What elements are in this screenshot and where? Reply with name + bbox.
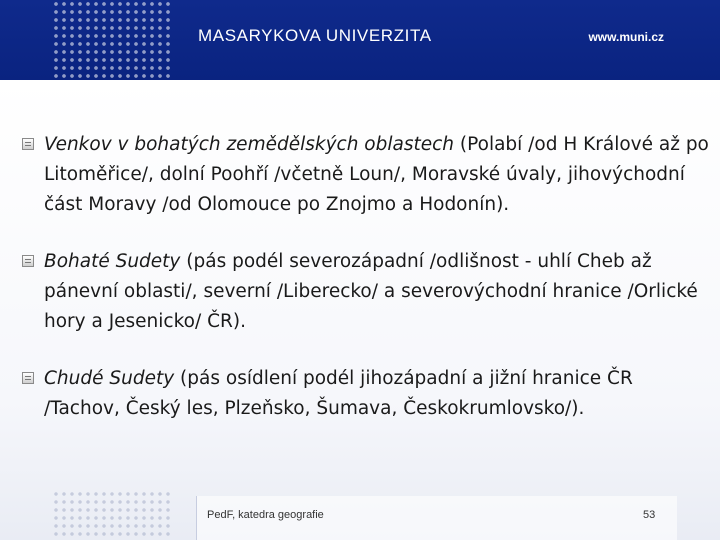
university-url: www.muni.cz	[588, 30, 664, 44]
dot-pattern	[52, 0, 172, 80]
bullet-item	[22, 364, 712, 424]
bullet-text: (pás podél severozápadní /odlišnost - uhlí Cheb až pánevní oblasti/, severní /Liberecko/ a severovýchodní hranice /Orlické hory a Jesenicko/ ČR).	[44, 251, 698, 332]
bullet-item	[22, 130, 712, 220]
bullet-text: (Polabí /od H Králové až po Litoměřice/, dolní Poohří /včetně Loun/, Moravské úvaly, jihovýchodní část Moravy /od Olomouce po Znojmo a Hodonín).	[44, 134, 709, 215]
dot-pattern-bottom	[52, 490, 172, 540]
header-bar	[0, 0, 720, 80]
bullet-icon	[22, 138, 34, 150]
slide-content	[22, 130, 712, 451]
bullet-text: (pás osídlení podél jihozápadní a jižní hranice ČR /Tachov, Český les, Plzeňsko, Šumava, Českokrumlovsko/).	[44, 368, 633, 419]
bullet-icon	[22, 372, 34, 384]
footer-text: PedF, katedra geografie	[207, 509, 324, 521]
page-number: 53	[643, 509, 656, 521]
bullet-title: Chudé Sudety	[44, 368, 175, 389]
bullet-title: Venkov v bohatých zemědělských oblastech	[44, 134, 460, 155]
bullet-icon	[22, 255, 34, 267]
bullet-title: Bohaté Sudety	[44, 251, 187, 272]
bullet-item	[22, 247, 712, 337]
university-name: MASARYKOVA UNIVERZITA	[198, 26, 432, 45]
